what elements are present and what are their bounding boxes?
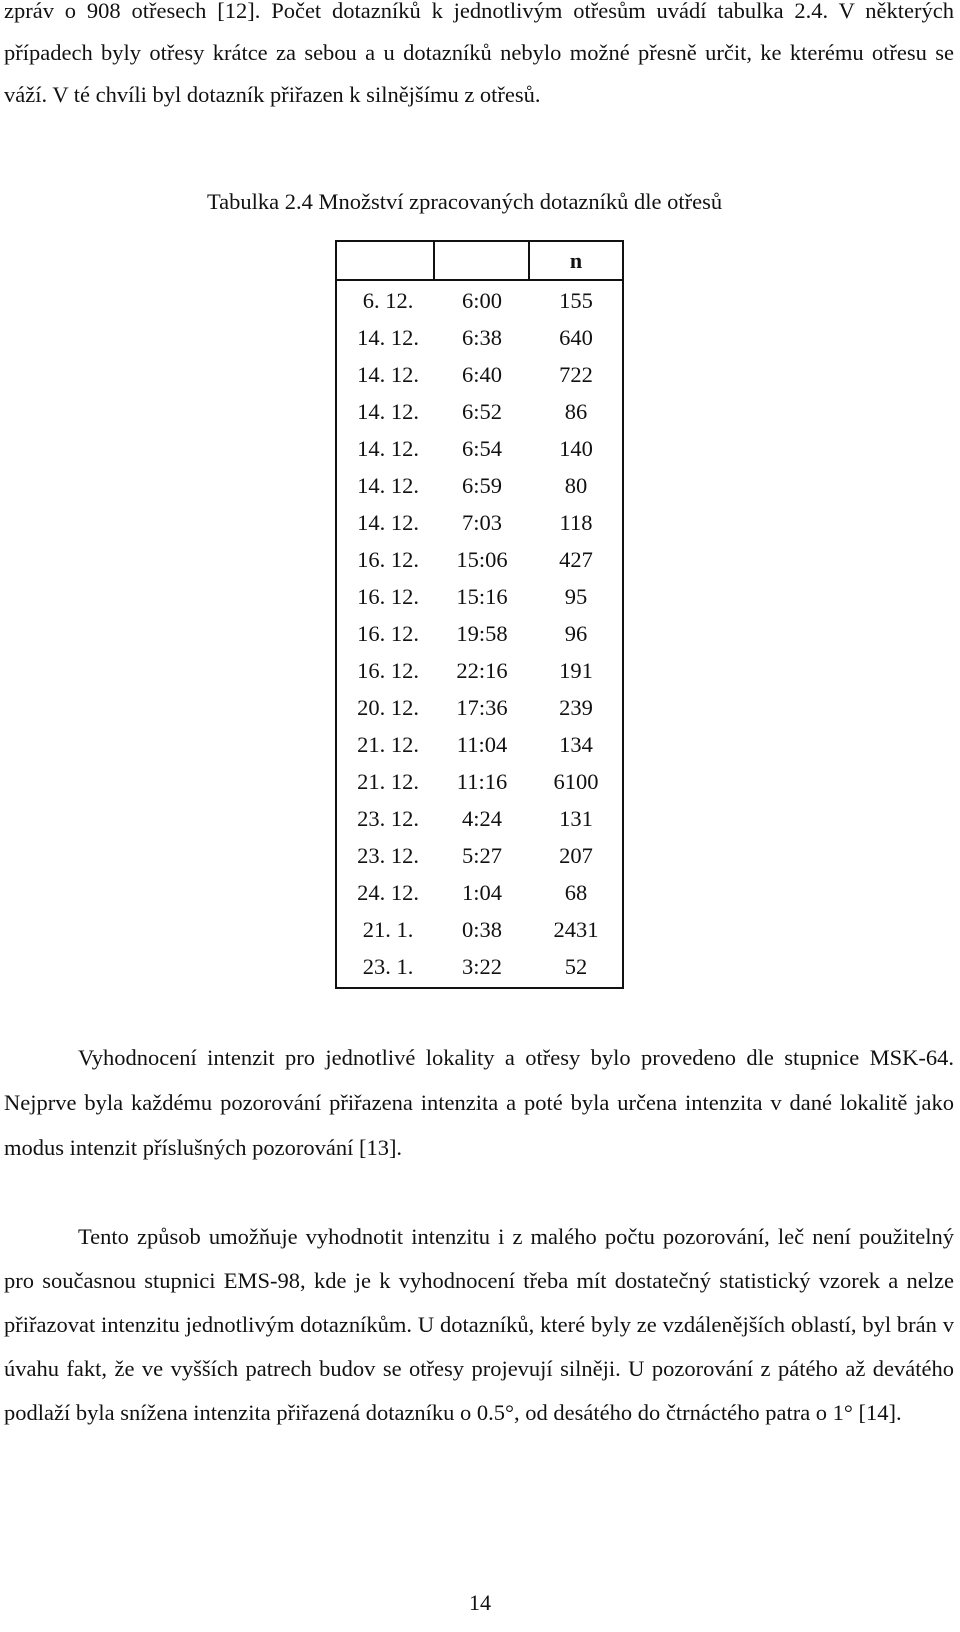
date-cell: 16. 12. <box>357 621 419 646</box>
date-cell: 23. 12. <box>357 843 419 868</box>
table-row <box>337 356 622 393</box>
count-cell: 96 <box>564 621 588 646</box>
time-cell: 15:16 <box>456 584 508 609</box>
table-row <box>337 467 622 504</box>
date-cell: 20. 12. <box>357 695 419 720</box>
time-cell: 7:03 <box>461 510 502 535</box>
time-cell: 6:00 <box>461 288 502 313</box>
table-row <box>337 541 622 578</box>
time-cell: 4:24 <box>461 806 502 831</box>
time-cell: 19:58 <box>456 621 508 646</box>
count-cell: 191 <box>559 658 593 683</box>
table-header-row <box>337 242 622 281</box>
count-cell: 155 <box>559 288 593 313</box>
time-cell: 15:06 <box>456 547 508 572</box>
time-cell: 6:40 <box>461 362 502 387</box>
count-cell: 427 <box>559 547 593 572</box>
time-cell: 6:54 <box>461 436 502 461</box>
table-row <box>337 652 622 689</box>
date-cell: 14. 12. <box>357 473 419 498</box>
count-cell: 118 <box>559 510 593 535</box>
time-cell: 5:27 <box>461 843 502 868</box>
table-row <box>337 393 622 430</box>
column-header-n: n <box>569 248 583 273</box>
date-cell: 14. 12. <box>357 436 419 461</box>
count-cell: 6100 <box>553 769 599 794</box>
date-cell: 14. 12. <box>357 362 419 387</box>
count-cell: 134 <box>559 732 593 757</box>
date-cell: 16. 12. <box>357 584 419 609</box>
table-body <box>337 282 622 985</box>
date-cell: 23. 12. <box>357 806 419 831</box>
table-row <box>337 578 622 615</box>
count-cell: 68 <box>564 880 588 905</box>
table-row <box>337 874 622 911</box>
paragraph-method-notes: Tento způsob umožňuje vyhodnotit intenzitu i z malého počtu pozorování, leč není použitelný pro současnou stupnici EMS-98, kde je k vyhodnocení třeba mít dostatečný statistický vzorek a nelze přiřazovat intenzitu jednotlivým dotazníkům. U dotazníků, které byly ze vzdálenějších oblastí, byl brán v úvahu fakt, že ve vyšších patrech budov se otřesy projevují silněji. U pozorování z pátého až devátého podlaží byla snížena intenzita přiřazená dotazníku o 0.5°, od desátého do čtrnáctého patra o 1° [14]. <box>4 1224 954 1425</box>
time-cell: 0:38 <box>461 917 502 942</box>
time-cell: 6:59 <box>461 473 502 498</box>
count-cell: 52 <box>564 954 588 979</box>
time-cell: 6:52 <box>461 399 502 424</box>
table-row <box>337 911 622 948</box>
questionnaire-table <box>335 240 624 989</box>
time-cell: 11:04 <box>456 732 508 757</box>
date-cell: 21. 12. <box>357 732 419 757</box>
count-cell: 207 <box>559 843 593 868</box>
date-cell: 16. 12. <box>357 547 419 572</box>
table-row <box>337 282 622 319</box>
table-row <box>337 430 622 467</box>
paragraph-intensity-evaluation: Vyhodnocení intenzit pro jednotlivé lokality a otřesy bylo provedeno dle stupnice MSK-64. Nejprve byla každému pozorování přiřazena intenzita a poté byla určena intenzita v dané lokalitě jako modus intenzit příslušných pozorování [13]. <box>4 1045 954 1160</box>
count-cell: 140 <box>559 436 593 461</box>
table-row <box>337 837 622 874</box>
count-cell: 131 <box>559 806 593 831</box>
table-row <box>337 319 622 356</box>
date-cell: 14. 12. <box>357 325 419 350</box>
time-cell: 3:22 <box>461 954 502 979</box>
table-row <box>337 800 622 837</box>
time-cell: 22:16 <box>456 658 508 683</box>
header-divider <box>433 242 435 279</box>
date-cell: 14. 12. <box>357 399 419 424</box>
date-cell: 16. 12. <box>357 658 419 683</box>
count-cell: 640 <box>559 325 593 350</box>
top-paragraph: zpráv o 908 otřesech [12]. Počet dotazníků k jednotlivým otřesům uvádí tabulka 2.4. V některých případech byly otřesy krátce za sebou a u dotazníků nebylo možné přesně určit, ke kterému otřesu se váží. V té chvíli byl dotazník přiřazen k silnějšímu z otřesů. <box>4 0 954 107</box>
count-cell: 2431 <box>553 917 599 942</box>
date-cell: 21. 1. <box>362 917 414 942</box>
table-row <box>337 504 622 541</box>
date-cell: 6. 12. <box>362 288 414 313</box>
date-cell: 24. 12. <box>357 880 419 905</box>
count-cell: 239 <box>559 695 593 720</box>
time-cell: 6:38 <box>461 325 502 350</box>
table-row <box>337 948 622 985</box>
page-number: 14 <box>469 1590 491 1615</box>
count-cell: 86 <box>564 399 588 424</box>
date-cell: 23. 1. <box>362 954 414 979</box>
table-row <box>337 615 622 652</box>
time-cell: 11:16 <box>456 769 508 794</box>
count-cell: 95 <box>564 584 588 609</box>
date-cell: 21. 12. <box>357 769 419 794</box>
table-row <box>337 689 622 726</box>
count-cell: 80 <box>564 473 588 498</box>
table-row <box>337 763 622 800</box>
count-cell: 722 <box>559 362 593 387</box>
time-cell: 1:04 <box>461 880 502 905</box>
date-cell: 14. 12. <box>357 510 419 535</box>
time-cell: 17:36 <box>456 695 508 720</box>
table-caption: Tabulka 2.4 Množství zpracovaných dotazníků dle otřesů <box>207 189 723 214</box>
table-row <box>337 726 622 763</box>
